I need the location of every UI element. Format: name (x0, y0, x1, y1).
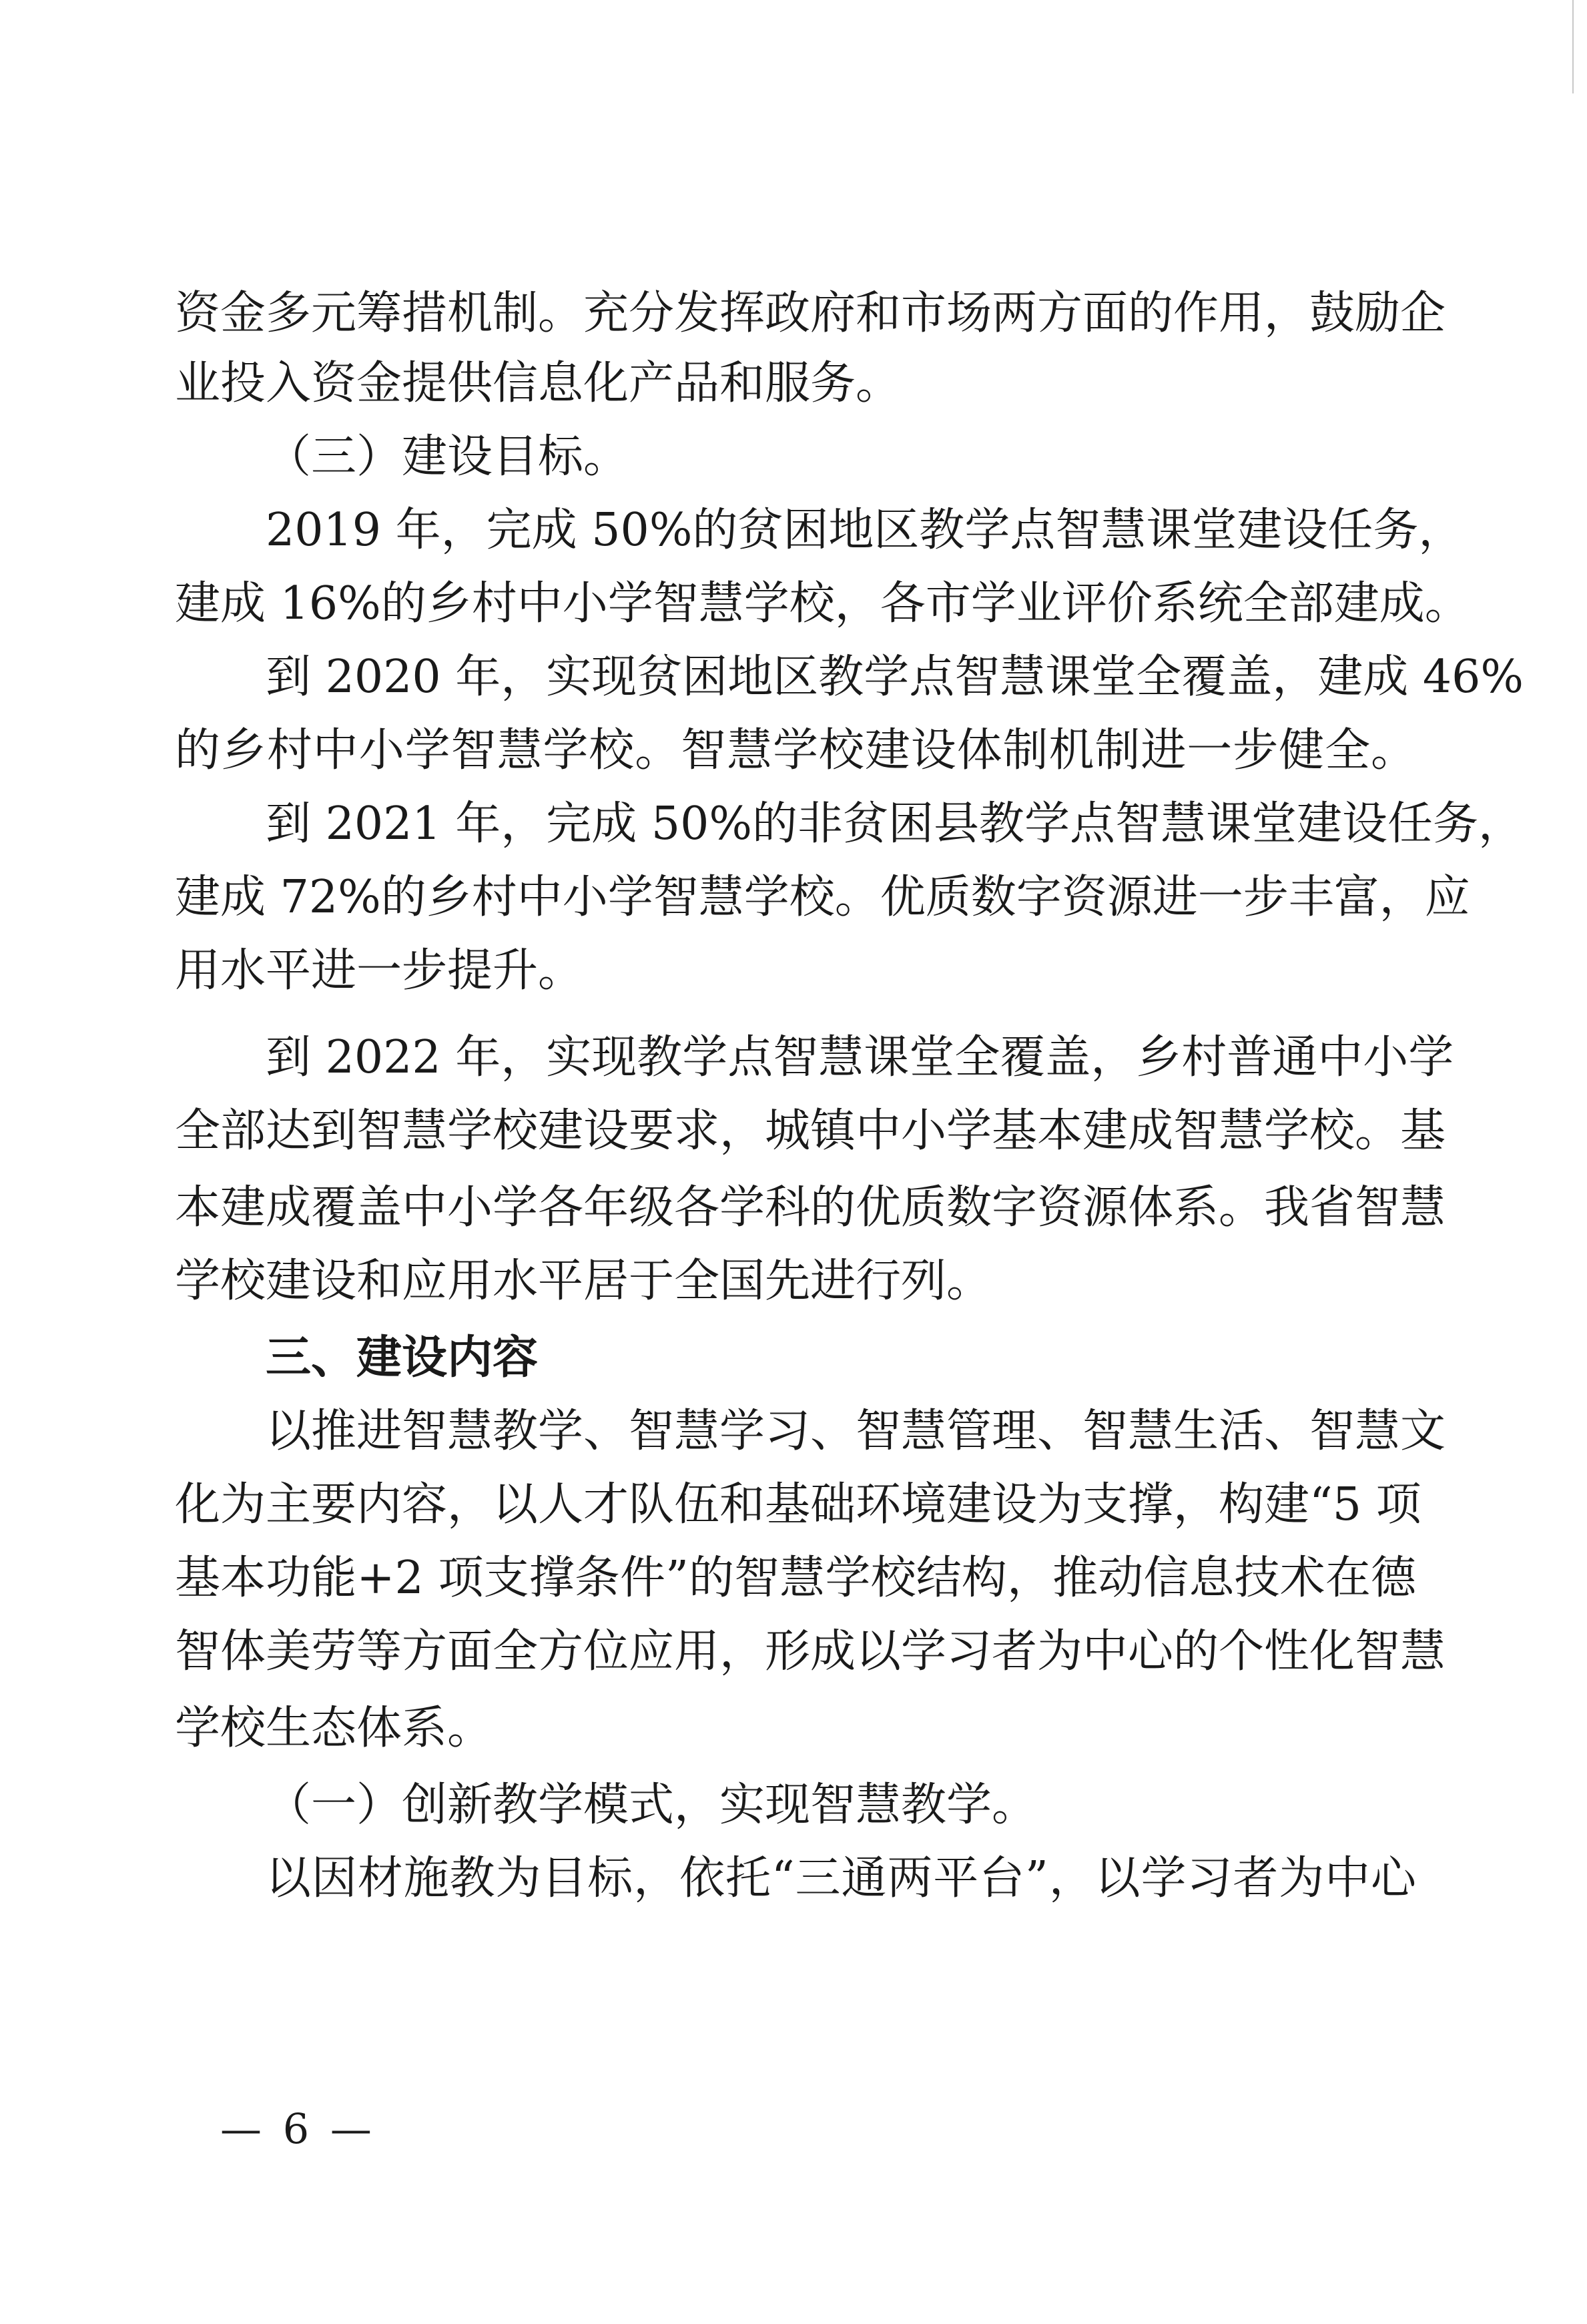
page-number: — 6 — (220, 2104, 376, 2153)
body-line: 学校建设和应用水平居于全国先进行列。 (175, 1255, 992, 1308)
body-line: 以推进智慧教学、智慧学习、智慧管理、智慧生活、智慧文 (266, 1405, 1446, 1458)
body-line: 业投入资金提供信息化产品和服务。 (175, 357, 902, 410)
scan-edge-mark (1572, 0, 1574, 93)
body-line: 建成 16%的乡村中小学智慧学校，各市学业评价系统全部建成。 (175, 577, 1470, 630)
section-heading: 三、建设内容 (266, 1332, 539, 1384)
body-line: 用水平进一步提升。 (175, 944, 584, 997)
body-line: 到 2020 年，实现贫困地区教学点智慧课堂全覆盖，建成 46% (266, 651, 1524, 703)
body-line: 本建成覆盖中小学各年级各学科的优质数字资源体系。我省智慧 (175, 1181, 1446, 1234)
body-line: 基本功能+2 项支撑条件”的智慧学校结构，推动信息技术在德 (175, 1552, 1416, 1605)
body-line: 化为主要内容，以人才队伍和基础环境建设为支撑，构建“5 项 (175, 1478, 1421, 1531)
body-line: 以因材施教为目标，依托“三通两平台”，以学习者为中心 (266, 1852, 1416, 1905)
body-line: 全部达到智慧学校建设要求，城镇中小学基本建成智慧学校。基 (175, 1105, 1446, 1157)
body-line: 的乡村中小学智慧学校。智慧学校建设体制机制进一步健全。 (175, 724, 1416, 777)
body-line: 资金多元筹措机制。充分发挥政府和市场两方面的作用，鼓励企 (175, 287, 1446, 340)
body-line: 建成 72%的乡村中小学智慧学校。优质数字资源进一步丰富，应 (175, 871, 1470, 924)
body-line: 学校生态体系。 (175, 1702, 493, 1755)
section-subheading: （三）建设目标。 (266, 430, 629, 483)
body-line: 2019 年，完成 50%的贫困地区教学点智慧课堂建设任务， (266, 504, 1464, 557)
section-subheading: （一）创新教学模式，实现智慧教学。 (266, 1779, 1038, 1831)
body-line: 到 2021 年，完成 50%的非贫困县教学点智慧课堂建设任务， (266, 798, 1524, 850)
body-line: 到 2022 年，实现教学点智慧课堂全覆盖，乡村普通中小学 (266, 1031, 1454, 1084)
body-line: 智体美劳等方面全方位应用，形成以学习者为中心的个性化智慧 (175, 1625, 1446, 1678)
